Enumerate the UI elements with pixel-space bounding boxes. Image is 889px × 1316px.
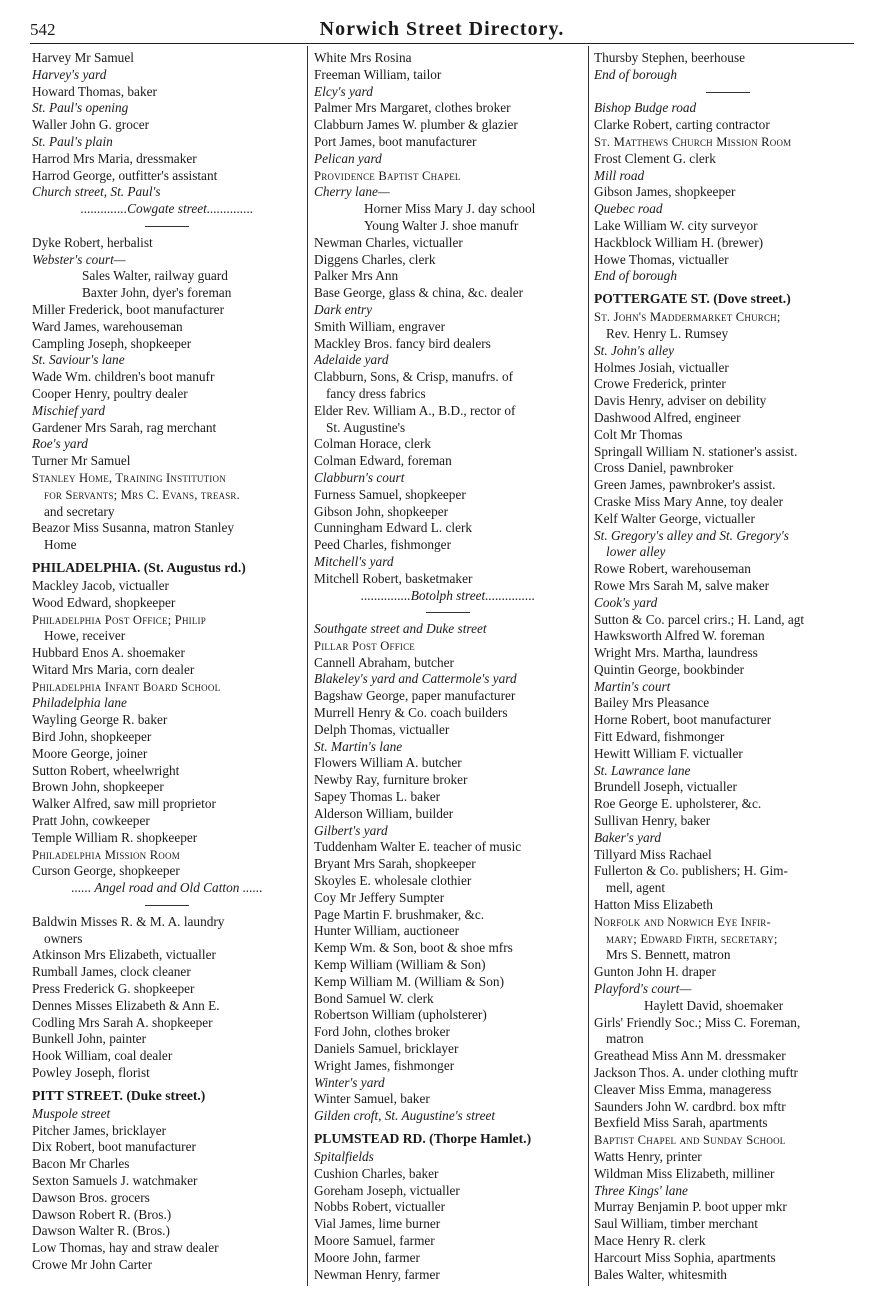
directory-entry: Palmer Mrs Margaret, clothes broker xyxy=(314,100,511,116)
directory-entry: Atkinson Mrs Elizabeth, victualler xyxy=(32,947,216,963)
locality-label: Playford's court— xyxy=(594,981,692,997)
directory-entry: Howe Thomas, victualler xyxy=(594,251,729,267)
street-heading: PITT STREET. (Duke street.) xyxy=(32,1087,206,1103)
locality-label: Roe's yard xyxy=(32,436,88,452)
directory-entry: Crowe Mr John Carter xyxy=(32,1256,153,1272)
locality-label: Webster's court— xyxy=(32,251,126,267)
directory-entry: Dawson Walter R. (Bros.) xyxy=(32,1223,170,1239)
directory-entry: Robertson William (upholsterer) xyxy=(314,1007,487,1023)
directory-entry: Mitchell Robert, basketmaker xyxy=(314,570,473,586)
directory-entry: owners xyxy=(44,930,83,946)
locality-label: Mill road xyxy=(594,167,645,183)
directory-entry: Baldwin Misses R. & M. A. laundry xyxy=(32,913,225,929)
directory-entry: Mace Henry R. clerk xyxy=(594,1232,706,1248)
directory-entry: Fitt Edward, fishmonger xyxy=(594,729,725,745)
directory-entry: Bagshaw George, paper manufacturer xyxy=(314,688,516,704)
directory-entry: Wright James, fishmonger xyxy=(314,1057,455,1073)
directory-entry: Sapey Thomas L. baker xyxy=(314,789,441,805)
directory-entry: Vial James, lime burner xyxy=(314,1216,441,1232)
directory-entry: Colt Mr Thomas xyxy=(594,426,683,442)
cross-street-marker: ..............Cowgate street.............. xyxy=(80,201,254,217)
directory-entry: Ward James, warehouseman xyxy=(32,318,183,334)
directory-entry: Port James, boot manufacturer xyxy=(314,133,477,149)
directory-entry: Newman Charles, victualler xyxy=(314,234,463,250)
locality-label: Winter's yard xyxy=(314,1074,385,1090)
directory-entry: Philadelphia Post Office; Philip xyxy=(32,612,206,627)
directory-entry: Hackblock William H. (brewer) xyxy=(594,234,764,250)
directory-entry: Beazor Miss Susanna, matron Stanley xyxy=(32,520,235,536)
directory-entry: Brundell Joseph, victualler xyxy=(594,779,737,795)
directory-entry: Campling Joseph, shopkeeper xyxy=(32,335,192,351)
locality-label: End of borough xyxy=(594,66,677,82)
directory-entry: Harcourt Miss Sophia, apartments xyxy=(594,1249,776,1265)
directory-entry: Cannell Abraham, butcher xyxy=(314,654,454,670)
locality-label: Adelaide yard xyxy=(314,352,389,368)
directory-entry: Clarke Robert, carting contractor xyxy=(594,117,770,133)
locality-label: End of borough xyxy=(594,268,677,284)
directory-entry: Delph Thomas, victualler xyxy=(314,721,450,737)
directory-entry: Rumball James, clock cleaner xyxy=(32,964,191,980)
cross-street-marker: ...... Angel road and Old Catton ...... xyxy=(71,880,263,896)
directory-entry: Cunningham Edward L. clerk xyxy=(314,520,473,536)
page-number: 542 xyxy=(30,20,56,39)
directory-entry: Bond Samuel W. clerk xyxy=(314,990,434,1006)
directory-entry: Pillar Post Office xyxy=(314,638,416,653)
directory-entry: Diggens Charles, clerk xyxy=(314,251,436,267)
section-rule xyxy=(594,84,862,101)
directory-entry: Newby Ray, furniture broker xyxy=(314,772,468,788)
directory-column-1 xyxy=(32,50,302,1274)
directory-entry: Young Walter J. shoe manufr xyxy=(364,217,519,233)
directory-entry: Dyke Robert, herbalist xyxy=(32,234,153,250)
directory-entry: Curson George, shopkeeper xyxy=(32,863,180,879)
directory-entry: Bryant Mrs Sarah, shopkeeper xyxy=(314,856,476,872)
directory-entry: Wildman Miss Elizabeth, milliner xyxy=(594,1165,775,1181)
locality-label: Bishop Budge road xyxy=(594,100,697,116)
directory-entry: Bird John, shopkeeper xyxy=(32,729,152,745)
directory-entry: Tuddenham Walter E. teacher of music xyxy=(314,839,522,855)
directory-entry: Norfolk and Norwich Eye Infir- xyxy=(594,914,771,929)
directory-entry: Elder Rev. William A., B.D., rector of xyxy=(314,402,516,418)
directory-entry: for Servants; Mrs C. Evans, treasr. xyxy=(44,487,240,502)
directory-entry: Hawksworth Alfred W. foreman xyxy=(594,628,765,644)
directory-entry: Harrod George, outfitter's assistant xyxy=(32,167,218,183)
locality-label: St. Paul's plain xyxy=(32,133,113,149)
directory-entry: Cross Daniel, pawnbroker xyxy=(594,460,734,476)
directory-entry: Gibson James, shopkeeper xyxy=(594,184,736,200)
directory-entry: Colman Horace, clerk xyxy=(314,436,432,452)
directory-entry: Bunkell John, painter xyxy=(32,1031,147,1047)
directory-entry: Witard Mrs Maria, corn dealer xyxy=(32,661,195,677)
directory-entry: Philadelphia Mission Room xyxy=(32,847,180,862)
directory-entry: Low Thomas, hay and straw dealer xyxy=(32,1240,219,1256)
directory-entry: Clabburn, Sons, & Crisp, manufrs. of xyxy=(314,369,514,385)
locality-label: St. John's alley xyxy=(594,342,675,358)
directory-entry: Cleaver Miss Emma, manageress xyxy=(594,1081,772,1097)
locality-label: Gilden croft, St. Augustine's street xyxy=(314,1108,496,1124)
directory-entry: Roe George E. upholsterer, &c. xyxy=(594,796,762,812)
directory-entry: Rev. Henry L. Rumsey xyxy=(606,325,729,341)
directory-entry: Miller Frederick, boot manufacturer xyxy=(32,301,224,317)
directory-entry: Howe, receiver xyxy=(44,628,126,644)
directory-entry: Kelf Walter George, victualler xyxy=(594,510,755,526)
directory-entry: Temple William R. shopkeeper xyxy=(32,829,198,845)
directory-entry: Thursby Stephen, beerhouse xyxy=(594,50,746,65)
directory-entry: Kemp William M. (William & Son) xyxy=(314,973,504,989)
directory-entry: Jackson Thos. A. under clothing muftr xyxy=(594,1065,798,1081)
directory-entry: Dennes Misses Elizabeth & Ann E. xyxy=(32,997,220,1013)
directory-entry: Turner Mr Samuel xyxy=(32,453,131,469)
directory-entry: Baptist Chapel and Sunday School xyxy=(594,1133,786,1148)
directory-entry: Bacon Mr Charles xyxy=(32,1156,130,1172)
locality-label: Cook's yard xyxy=(594,594,658,610)
directory-entry: Cushion Charles, baker xyxy=(314,1165,439,1181)
locality-label: Martin's court xyxy=(594,678,671,694)
directory-entry: Kemp Wm. & Son, boot & shoe mfrs xyxy=(314,940,513,956)
locality-label: Gilbert's yard xyxy=(314,822,388,838)
directory-entry: Cooper Henry, poultry dealer xyxy=(32,385,188,401)
directory-entry: Providence Baptist Chapel xyxy=(314,168,461,183)
locality-label: Dark entry xyxy=(314,301,372,317)
directory-entry: Holmes Josiah, victualler xyxy=(594,359,729,375)
directory-entry: St. John's Maddermarket Church; xyxy=(594,310,781,325)
directory-entry: Moore John, farmer xyxy=(314,1249,420,1265)
locality-label: St. Lawrance lane xyxy=(594,762,691,778)
directory-entry: Press Frederick G. shopkeeper xyxy=(32,981,195,997)
directory-entry: Dix Robert, boot manufacturer xyxy=(32,1139,196,1155)
locality-label: Church street, St. Paul's xyxy=(32,184,161,200)
directory-entry: Philadelphia Infant Board School xyxy=(32,679,221,694)
directory-entry: White Mrs Rosina xyxy=(314,50,412,65)
section-rule xyxy=(32,218,302,235)
locality-label: Southgate street and Duke street xyxy=(314,621,487,637)
locality-label: Three Kings' lane xyxy=(594,1182,688,1198)
locality-label: Clabburn's court xyxy=(314,469,405,485)
directory-entry: fancy dress fabrics xyxy=(326,385,426,401)
directory-entry: Pitcher James, bricklayer xyxy=(32,1122,167,1138)
directory-entry: Waller John G. grocer xyxy=(32,117,150,133)
directory-entry: Watts Henry, printer xyxy=(594,1149,702,1164)
directory-entry: Codling Mrs Sarah A. shopkeeper xyxy=(32,1014,213,1030)
directory-entry: Fullerton & Co. publishers; H. Gim- xyxy=(594,863,788,879)
running-title: Norwich Street Directory. xyxy=(319,18,565,40)
locality-label: Mischief yard xyxy=(32,402,105,418)
directory-entry: Mackley Bros. fancy bird dealers xyxy=(314,335,491,351)
locality-label: Blakeley's yard and Cattermole's yard xyxy=(314,671,517,687)
directory-entry: Springall William N. stationer's assist. xyxy=(594,443,798,459)
directory-entry: Saul William, timber merchant xyxy=(594,1216,758,1232)
directory-entry: Stanley Home, Training Institution xyxy=(32,470,226,485)
directory-entry: Kemp William (William & Son) xyxy=(314,957,486,973)
directory-entry: Flowers William A. butcher xyxy=(314,755,462,771)
locality-label: St. Martin's lane xyxy=(314,738,403,754)
directory-entry: St. Matthews Church Mission Room xyxy=(594,134,792,149)
directory-entry: Sutton & Co. parcel crirs.; H. Land, agt xyxy=(594,611,805,627)
directory-entry: Wayling George R. baker xyxy=(32,712,168,728)
directory-entry: Lake William W. city surveyor xyxy=(594,217,758,233)
locality-label: Pelican yard xyxy=(314,150,382,166)
directory-entry: Mrs S. Bennett, matron xyxy=(606,947,731,963)
directory-entry: Gardener Mrs Sarah, rag merchant xyxy=(32,419,217,435)
header-rule xyxy=(30,43,854,44)
directory-entry: Saunders John W. cardbrd. box mftr xyxy=(594,1098,786,1114)
directory-entry: Sutton Robert, wheelwright xyxy=(32,762,180,778)
directory-entry: Tillyard Miss Rachael xyxy=(594,846,712,862)
section-rule xyxy=(32,897,302,914)
directory-entry: Greathead Miss Ann M. dressmaker xyxy=(594,1048,786,1064)
directory-entry: Moore Samuel, farmer xyxy=(314,1232,435,1248)
directory-entry: Hewitt William F. victualler xyxy=(594,745,743,761)
locality-label: Cherry lane— xyxy=(314,184,390,200)
directory-column-2 xyxy=(314,50,582,1283)
locality-label: Elcy's yard xyxy=(314,83,373,99)
locality-label: Harvey's yard xyxy=(32,66,107,82)
column-divider xyxy=(307,46,308,1286)
directory-entry: Wright Mrs. Martha, laundress xyxy=(594,645,758,661)
directory-entry: Hatton Miss Elizabeth xyxy=(594,897,713,913)
directory-entry: Bailey Mrs Pleasance xyxy=(594,695,710,711)
directory-entry: St. Augustine's xyxy=(326,419,406,435)
directory-entry: Gunton John H. draper xyxy=(594,964,716,980)
directory-entry: Goreham Joseph, victualler xyxy=(314,1182,460,1198)
locality-label: Baker's yard xyxy=(594,829,661,845)
section-rule xyxy=(314,604,582,621)
cross-street-marker: ...............Botolph street............... xyxy=(360,587,536,603)
directory-entry: Girls' Friendly Soc.; Miss C. Foreman, xyxy=(594,1014,801,1030)
directory-entry: Page Martin F. brushmaker, &c. xyxy=(314,906,485,922)
directory-entry: Smith William, engraver xyxy=(314,318,446,334)
directory-entry: Baxter John, dyer's foreman xyxy=(82,285,232,301)
directory-entry: Dashwood Alfred, engineer xyxy=(594,409,741,425)
directory-entry: mary; Edward Firth, secretary; xyxy=(606,931,778,946)
directory-entry: Pratt John, cowkeeper xyxy=(32,813,150,829)
locality-label: Spitalfields xyxy=(314,1149,374,1164)
directory-entry: Quintin George, bookbinder xyxy=(594,661,745,677)
directory-entry: Furness Samuel, shopkeeper xyxy=(314,486,466,502)
locality-label: Philadelphia lane xyxy=(32,695,127,711)
locality-label: Muspole street xyxy=(32,1105,111,1121)
locality-label: Quebec road xyxy=(594,201,663,217)
directory-entry: Hubbard Enos A. shoemaker xyxy=(32,645,185,661)
directory-entry: Dawson Bros. grocers xyxy=(32,1189,150,1205)
directory-entry: Walker Alfred, saw mill proprietor xyxy=(32,796,216,812)
directory-entry: Home xyxy=(44,537,77,553)
directory-entry: Sexton Samuels J. watchmaker xyxy=(32,1173,198,1188)
directory-entry: Harvey Mr Samuel xyxy=(32,50,134,65)
directory-entry: Brown John, shopkeeper xyxy=(32,779,164,795)
directory-entry: Rowe Mrs Sarah M, salve maker xyxy=(594,577,770,593)
column-divider xyxy=(588,46,589,1286)
directory-entry: Bales Walter, whitesmith xyxy=(594,1266,727,1282)
directory-entry: Moore George, joiner xyxy=(32,745,148,761)
locality-label: St. Gregory's alley and St. Gregory's xyxy=(594,527,789,543)
directory-entry: Sullivan Henry, baker xyxy=(594,813,711,829)
directory-entry: Wood Edward, shopkeeper xyxy=(32,594,176,610)
directory-entry: Harrod Mrs Maria, dressmaker xyxy=(32,150,197,166)
directory-entry: Base George, glass & china, &c. dealer xyxy=(314,285,524,301)
page-header xyxy=(30,18,854,44)
directory-entry: Gibson John, shopkeeper xyxy=(314,503,449,519)
directory-entry: and secretary xyxy=(44,503,115,519)
directory-entry: Daniels Samuel, bricklayer xyxy=(314,1041,459,1057)
directory-entry: Green James, pawnbroker's assist. xyxy=(594,477,776,493)
directory-entry: Nobbs Robert, victualler xyxy=(314,1199,446,1215)
directory-entry: Alderson William, builder xyxy=(314,805,454,821)
directory-entry: Ford John, clothes broker xyxy=(314,1024,450,1040)
locality-label: St. Saviour's lane xyxy=(32,352,125,368)
directory-entry: Mackley Jacob, victualler xyxy=(32,577,169,593)
directory-entry: Hunter William, auctioneer xyxy=(314,923,460,939)
directory-entry: Frost Clement G. clerk xyxy=(594,150,716,166)
directory-entry: Horne Robert, boot manufacturer xyxy=(594,712,772,728)
directory-entry: Crowe Frederick, printer xyxy=(594,376,726,392)
directory-entry: Craske Miss Mary Anne, toy dealer xyxy=(594,493,784,509)
directory-entry: Murrell Henry & Co. coach builders xyxy=(314,705,508,721)
locality-label: lower alley xyxy=(606,544,666,560)
directory-entry: Murray Benjamin P. boot upper mkr xyxy=(594,1199,787,1215)
directory-entry: Hook William, coal dealer xyxy=(32,1048,173,1064)
directory-entry: Howard Thomas, baker xyxy=(32,83,157,99)
directory-entry: Horner Miss Mary J. day school xyxy=(364,201,536,217)
directory-entry: Newman Henry, farmer xyxy=(314,1266,440,1282)
street-heading: PHILADELPHIA. (St. Augustus rd.) xyxy=(32,559,246,575)
locality-label: Mitchell's yard xyxy=(314,553,394,569)
directory-entry: Dawson Robert R. (Bros.) xyxy=(32,1206,172,1222)
directory-entry: Sales Walter, railway guard xyxy=(82,268,228,284)
directory-entry: Davis Henry, adviser on debility xyxy=(594,393,767,409)
directory-entry: Bexfield Miss Sarah, apartments xyxy=(594,1115,768,1131)
directory-entry: Haylett David, shoemaker xyxy=(644,997,784,1013)
directory-entry: Winter Samuel, baker xyxy=(314,1091,430,1107)
directory-entry: Clabburn James W. plumber & glazier xyxy=(314,117,518,133)
directory-entry: Coy Mr Jeffery Sumpter xyxy=(314,889,445,905)
street-heading: PLUMSTEAD RD. (Thorpe Hamlet.) xyxy=(314,1131,532,1146)
directory-entry: Colman Edward, foreman xyxy=(314,453,452,469)
directory-entry: Freeman William, tailor xyxy=(314,66,442,82)
directory-entry: matron xyxy=(606,1031,644,1047)
directory-entry: Wade Wm. children's boot manufr xyxy=(32,369,215,385)
directory-entry: Rowe Robert, warehouseman xyxy=(594,561,751,577)
locality-label: St. Paul's opening xyxy=(32,100,129,116)
directory-entry: Skoyles E. wholesale clothier xyxy=(314,873,472,889)
directory-entry: Peed Charles, fishmonger xyxy=(314,537,452,553)
directory-entry: mell, agent xyxy=(606,880,666,896)
street-heading: POTTERGATE ST. (Dove street.) xyxy=(594,291,791,307)
directory-column-3 xyxy=(594,50,862,1283)
directory-entry: Palker Mrs Ann xyxy=(314,268,399,284)
directory-entry: Powley Joseph, florist xyxy=(32,1065,150,1081)
